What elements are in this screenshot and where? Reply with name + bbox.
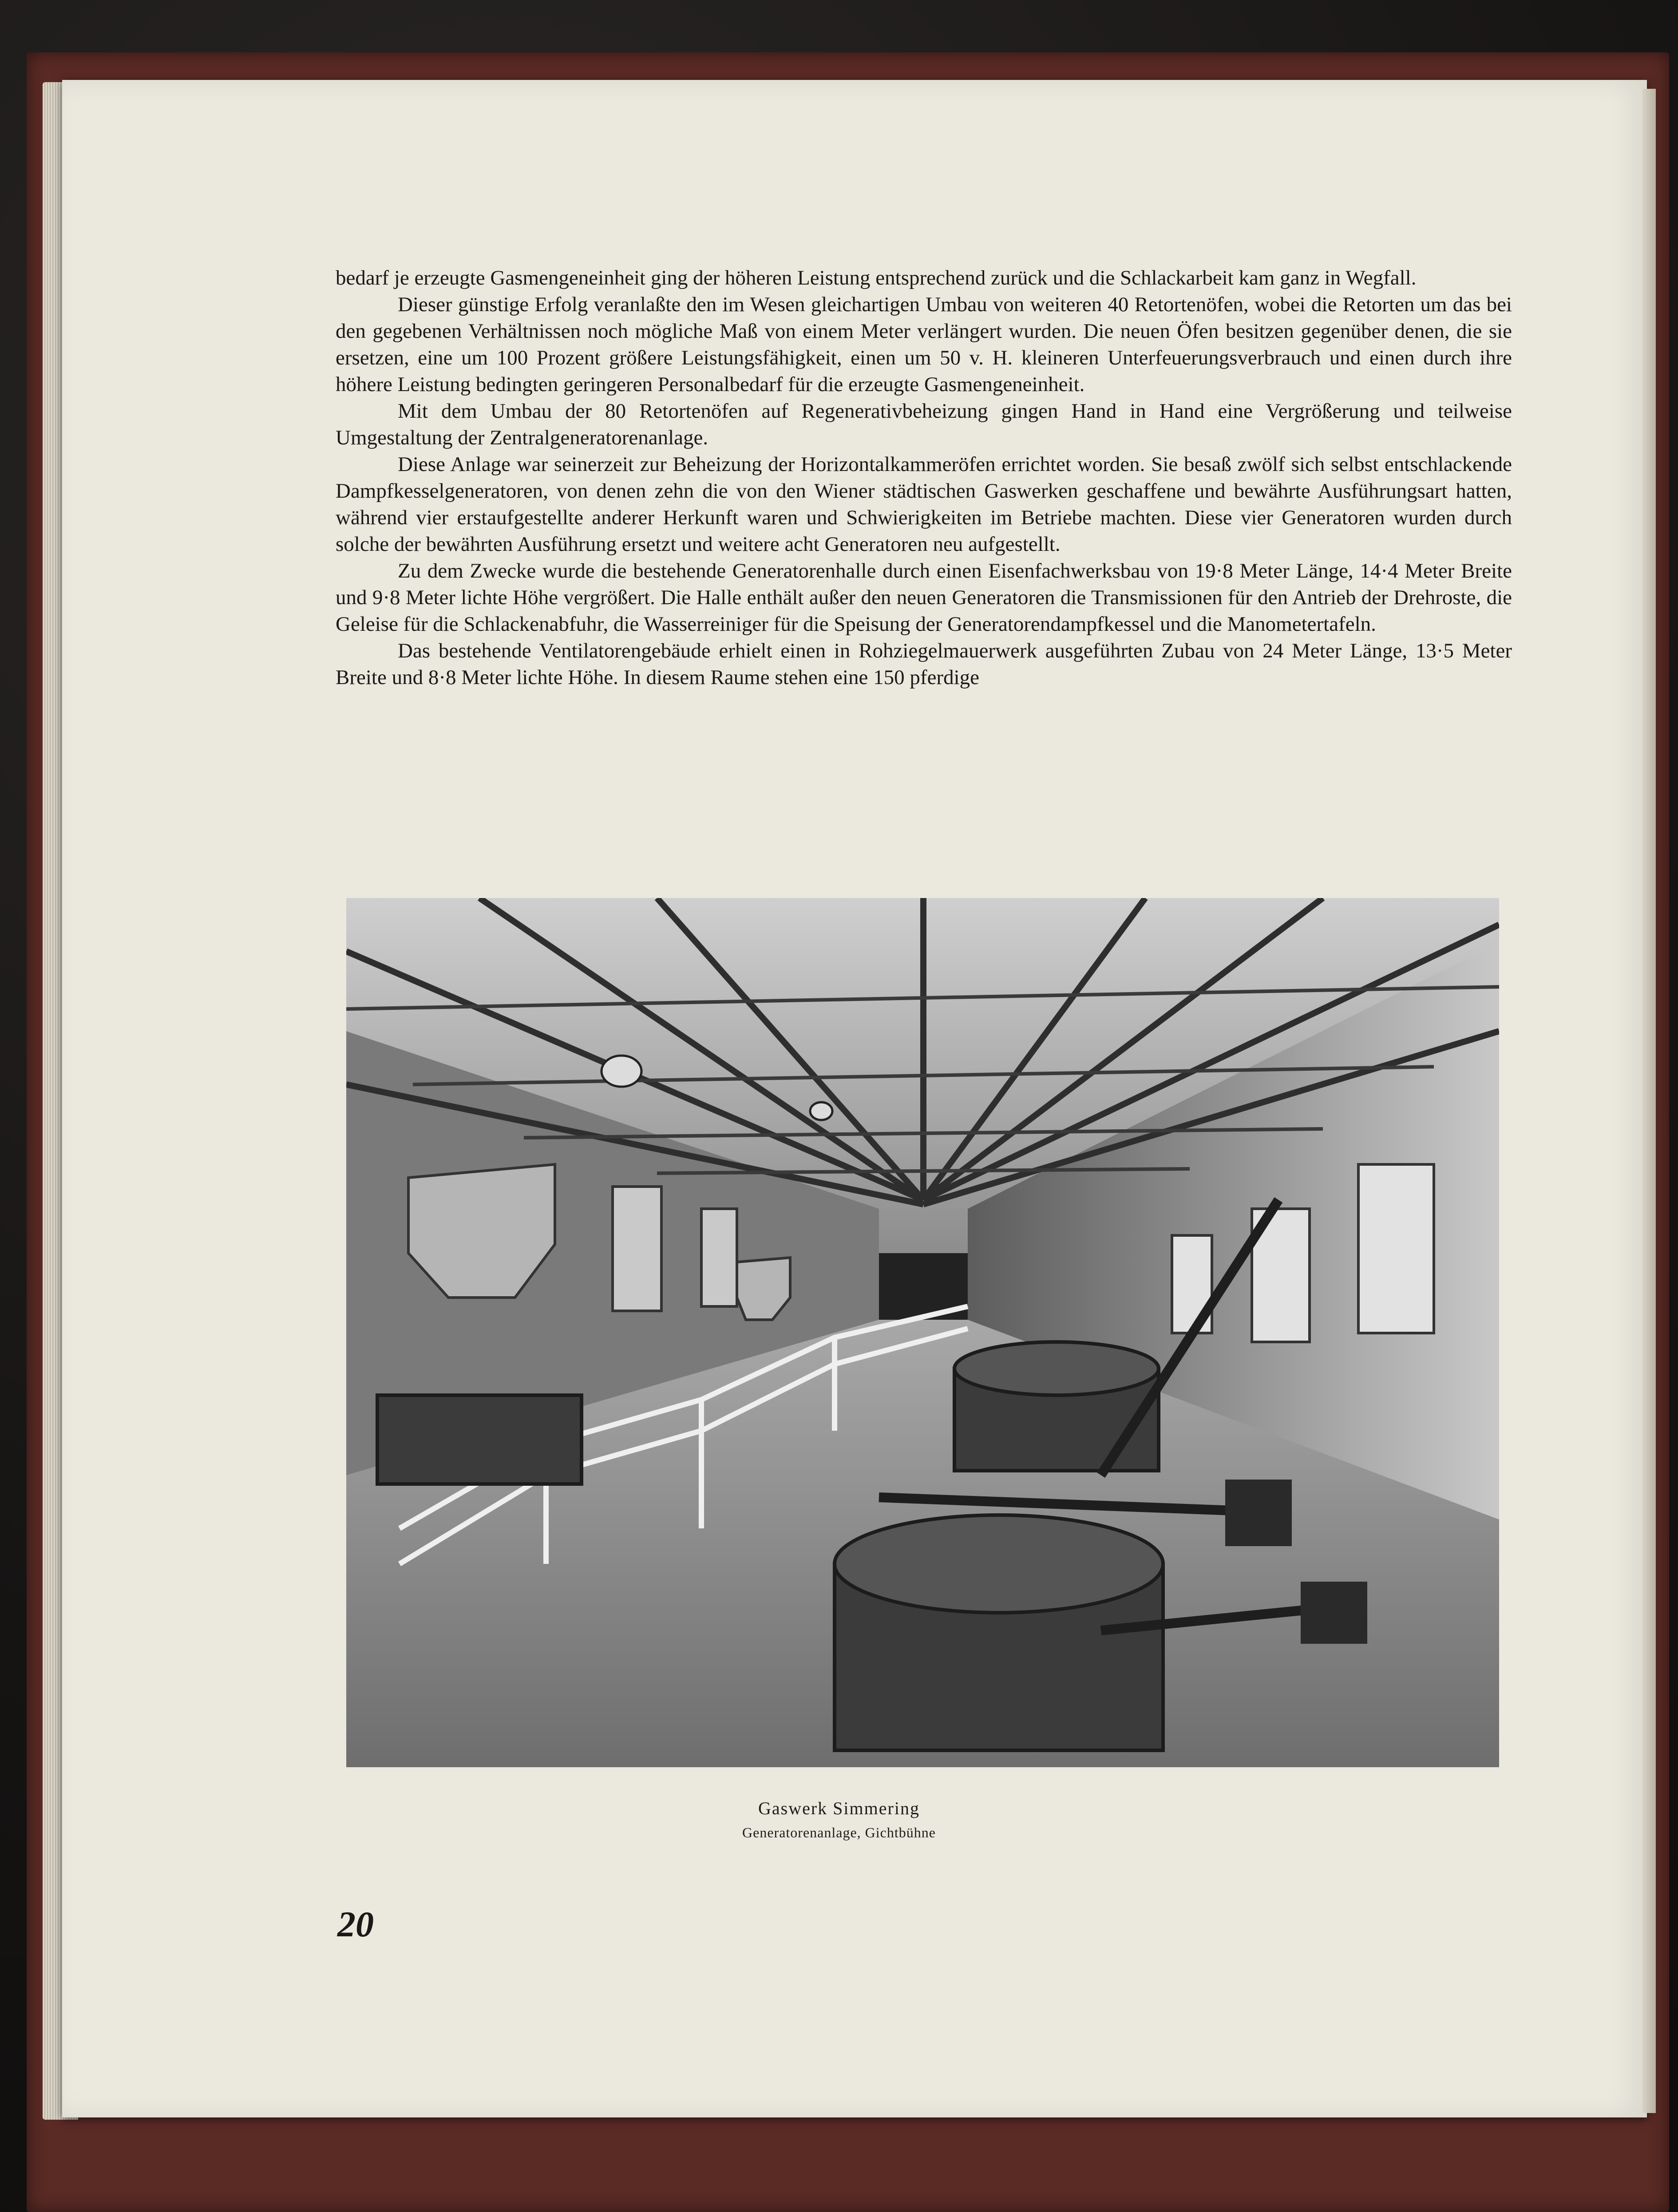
caption-subtitle: Generatorenanlage, Gichtbühne (742, 1824, 936, 1840)
paragraph-2: Dieser günstige Erfolg veranlaßte den im Wesen gleichartigen Umbau von weiteren 40 Retortenöfen, wobei die Retorten um das bei den gegebenen Verhältnissen noch mögliche Maß von einem Meter verlängert wurden. Die neuen Öfen besitzen gegenüber denen, die sie ersetzen, eine um 100 Prozent größere Leistungsfähigkeit, einen um 50 v. H. kleineren Unterfeuerungsverbrauch und einen durch ihre höhere Leistung bedingten geringeren Personalbedarf für die erzeugte Gasmengeneinheit. (336, 293, 1512, 396)
page-number: 20 (337, 1904, 374, 1944)
paragraph-1: bedarf je erzeugte Gasmengeneinheit ging der höheren Leistung entsprechend zurück und die Schlackarbeit kam ganz in Wegfall. (336, 266, 1417, 289)
caption-title: Gaswerk Simmering (758, 1798, 920, 1818)
paragraph-3: Mit dem Umbau der 80 Retortenöfen auf Regenerativbeheizung gingen Hand in Hand eine Vergrößerung und teilweise Umgestaltung der Zentralgeneratorenanlage. (336, 400, 1512, 449)
body-text (336, 265, 1512, 691)
paragraph-6: Das bestehende Ventilatorengebäude erhielt einen in Rohziegelmauerwerk ausgeführten Zubau von 24 Meter Länge, 13·5 Meter Breite und 8·8 Meter lichte Höhe. In diesem Raume stehen eine 150 pferdige (336, 639, 1512, 689)
paragraph-5: Zu dem Zwecke wurde die bestehende Generatorenhalle durch einen Eisenfachwerksbau von 19·8 Meter Länge, 14·4 Meter Breite und 9·8 Meter lichte Höhe vergrößert. Die Halle enthält außer den neuen Generatoren die Transmissionen für den Antrieb der Drehroste, die Geleise für die Schlackenabfuhr, die Wasserreiniger für die Speisung der Generatorendampfkessel und die Manometertafeln. (336, 559, 1512, 636)
factory-hall-photo (346, 898, 1499, 1767)
paragraph-4: Diese Anlage war seinerzeit zur Beheizung der Horizontalkammeröfen errichtet worden. Sie besaß zwölf sich selbst entschlackende Dampfkesselgeneratoren, von denen zehn die von den Wiener städtischen Gaswerken geschaffene und bewährte Ausführungsart hatten, während vier erstaufgestellte anderer Herkunft waren und Schwierigkeiten im Betriebe machten. Diese vier Generatoren wurden durch solche der bewährten Ausführung ersetzt und weitere acht Generatoren neu aufgestellt. (336, 453, 1512, 556)
